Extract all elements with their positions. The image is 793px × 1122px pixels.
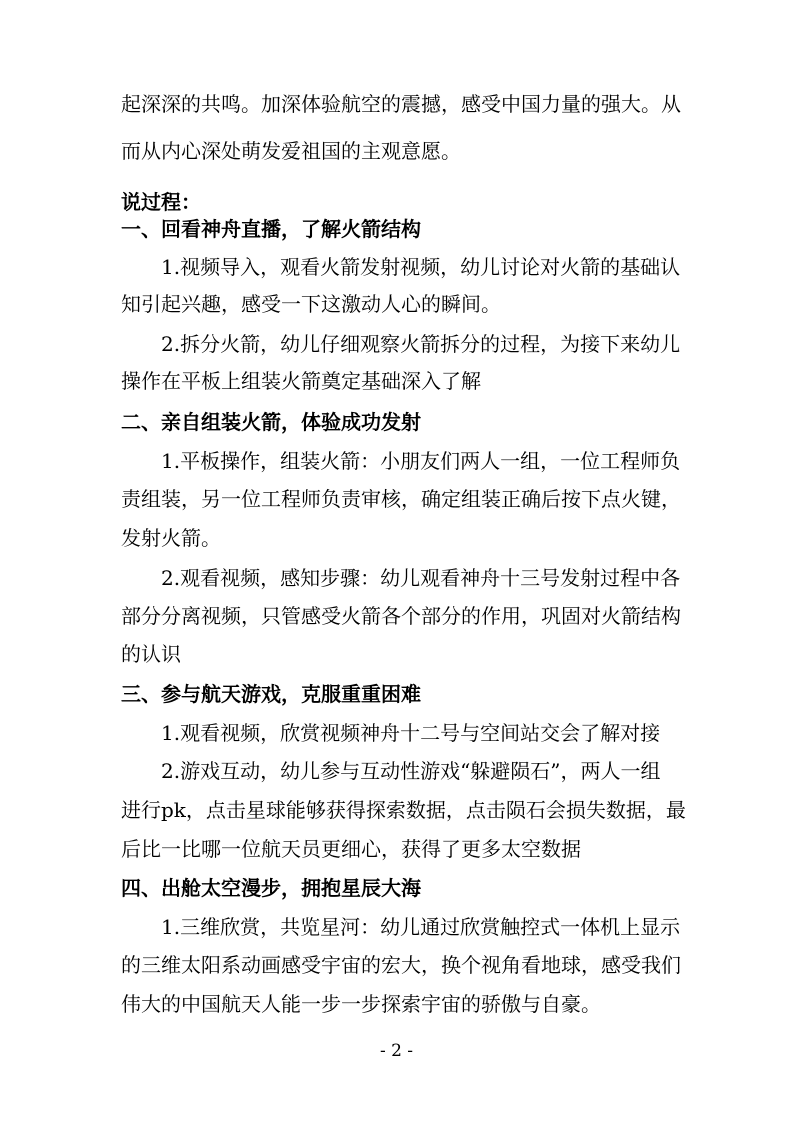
body-text-line: 发射火箭。	[121, 526, 221, 550]
body-text-line: 伟大的中国航天人能一步一步探索宇宙的骄傲与自豪。	[121, 992, 601, 1016]
section-heading: 一、回看神舟直播，了解火箭结构	[121, 217, 421, 241]
body-text-line: 部分分离视频，只管感受火箭各个部分的作用，巩固对火箭结构	[121, 604, 681, 628]
body-text-line: 操作在平板上组装火箭奠定基础深入了解	[121, 369, 481, 393]
body-text-line: 进行pk，点击星球能够获得探索数据，点击陨石会损失数据，最	[121, 798, 686, 822]
body-text-line: 后比一比哪一位航天员更细心，获得了更多太空数据	[121, 837, 581, 861]
section-heading: 三、参与航天游戏，克服重重困难	[121, 682, 421, 706]
body-text-line: 的三维太阳系动画感受宇宙的宏大，换个视角看地球，感受我们	[121, 953, 681, 977]
body-text-line: 而从内心深处萌发爱祖国的主观意愿。	[121, 139, 461, 163]
body-text-line: 责组装，另一位工程师负责审核，确定组装正确后按下点火键，	[121, 487, 681, 511]
body-text-line: 2.游戏互动，幼儿参与互动性游戏“躲避陨石”，两人一组	[161, 759, 661, 783]
page-number: - 2 -	[379, 1041, 414, 1061]
body-text-line: 1.观看视频，欣赏视频神舟十二号与空间站交会了解对接	[161, 721, 661, 745]
body-text-line: 的认识	[121, 642, 181, 666]
body-text-line: 1.平板操作，组装火箭：小朋友们两人一组，一位工程师负	[161, 449, 681, 473]
body-text-line: 1.三维欣赏，共览星河：幼儿通过欣赏触控式一体机上显示	[161, 915, 681, 939]
body-text-line: 1.视频导入，观看火箭发射视频，幼儿讨论对火箭的基础认	[161, 255, 681, 279]
section-heading: 二、亲自组装火箭，体验成功发射	[121, 410, 421, 434]
body-text-line: 2.观看视频，感知步骤：幼儿观看神舟十三号发射过程中各	[161, 566, 681, 590]
section-heading: 说过程：	[121, 190, 201, 214]
section-heading: 四、出舱太空漫步，拥抱星辰大海	[121, 876, 421, 900]
body-text-line: 2.拆分火箭，幼儿仔细观察火箭拆分的过程，为接下来幼儿	[161, 332, 681, 356]
body-text-line: 知引起兴趣，感受一下这激动人心的瞬间。	[121, 292, 501, 316]
body-text-line: 起深深的共鸣。加深体验航空的震撼，感受中国力量的强大。从	[121, 92, 681, 116]
